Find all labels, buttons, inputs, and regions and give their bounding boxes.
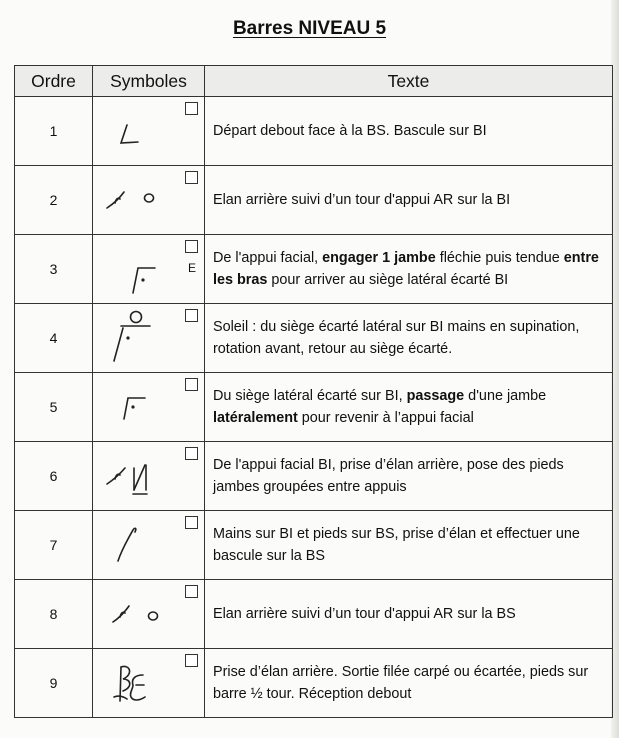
header-ordre: Ordre	[15, 66, 93, 97]
text-segment: pour revenir à l’appui facial	[297, 410, 474, 426]
symbol-cell	[93, 649, 205, 718]
exercise-table	[14, 65, 613, 718]
table-row	[15, 649, 613, 718]
text-segment: d'une jambe	[464, 388, 547, 404]
texte-cell	[205, 511, 613, 580]
bold-text-segment: engager 1 jambe	[322, 250, 436, 266]
table-row	[15, 511, 613, 580]
text-segment: Soleil : du siège écarté latéral sur BI mains en supination, rotation avant, retour au siège écarté.	[213, 319, 580, 357]
checkbox[interactable]	[185, 585, 198, 598]
texte-cell	[205, 649, 613, 718]
text-segment: fléchie puis tendue	[435, 250, 564, 266]
checkbox[interactable]	[185, 240, 198, 253]
symbol-cell	[93, 511, 205, 580]
text-segment: pour arriver au siège latéral écarté BI	[267, 272, 509, 288]
header-symboles: Symboles	[93, 66, 205, 97]
ordre-cell: 8	[15, 580, 93, 649]
texte-cell	[205, 235, 613, 304]
symbol-cell	[93, 166, 205, 235]
table-row	[15, 166, 613, 235]
symbol-label: E	[187, 261, 196, 275]
ordre-cell: 3	[15, 235, 93, 304]
ordre-cell: 2	[15, 166, 93, 235]
ordre-cell: 7	[15, 511, 93, 580]
checkbox[interactable]	[185, 171, 198, 184]
texte-cell	[205, 97, 613, 166]
table-row	[15, 235, 613, 304]
text-segment: De l'appui facial BI, prise d’élan arrière, pose des pieds jambes groupées entre appuis	[213, 457, 564, 495]
bold-text-segment: passage	[406, 388, 465, 404]
text-segment: Mains sur BI et pieds sur BS, prise d’élan et effectuer une bascule sur la BS	[213, 526, 580, 564]
page-title: Barres NIVEAU 5	[232, 18, 387, 39]
symbol-cell	[93, 373, 205, 442]
texte-cell	[205, 373, 613, 442]
symbol-cell	[93, 442, 205, 511]
texte-cell	[205, 166, 613, 235]
table-row	[15, 97, 613, 166]
text-segment: De l'appui facial,	[213, 250, 323, 266]
table-row	[15, 304, 613, 373]
checkbox[interactable]	[185, 654, 198, 667]
symbol-cell	[93, 97, 205, 166]
checkbox[interactable]	[185, 378, 198, 391]
ordre-cell: 5	[15, 373, 93, 442]
checkbox[interactable]	[185, 516, 198, 529]
ordre-cell: 9	[15, 649, 93, 718]
text-segment: Prise d’élan arrière. Sortie filée carpé ou écartée, pieds sur barre ½ tour. Réception debout	[213, 664, 589, 702]
texte-cell	[205, 580, 613, 649]
bold-text-segment: latéralement	[213, 410, 298, 426]
symbol-cell	[93, 304, 205, 373]
ordre-cell: 1	[15, 97, 93, 166]
table-row	[15, 442, 613, 511]
table-row	[15, 580, 613, 649]
checkbox[interactable]	[185, 447, 198, 460]
bold-text-segment: entre les bras	[213, 250, 599, 288]
texte-cell	[205, 442, 613, 511]
symbol-cell	[93, 580, 205, 649]
texte-cell	[205, 304, 613, 373]
text-segment: Elan arrière suivi d’un tour d'appui AR sur la BS	[213, 606, 516, 622]
table-header-row	[15, 66, 613, 97]
text-segment: Départ debout face à la BS. Bascule sur BI	[213, 123, 487, 139]
text-segment: Du siège latéral écarté sur BI,	[213, 388, 407, 404]
table-row	[15, 373, 613, 442]
ordre-cell: 4	[15, 304, 93, 373]
checkbox[interactable]	[185, 309, 198, 322]
text-segment: Elan arrière suivi d’un tour d'appui AR sur la BI	[213, 192, 511, 208]
header-texte: Texte	[205, 66, 613, 97]
checkbox[interactable]	[185, 102, 198, 115]
symbol-cell	[93, 235, 205, 304]
ordre-cell: 6	[15, 442, 93, 511]
